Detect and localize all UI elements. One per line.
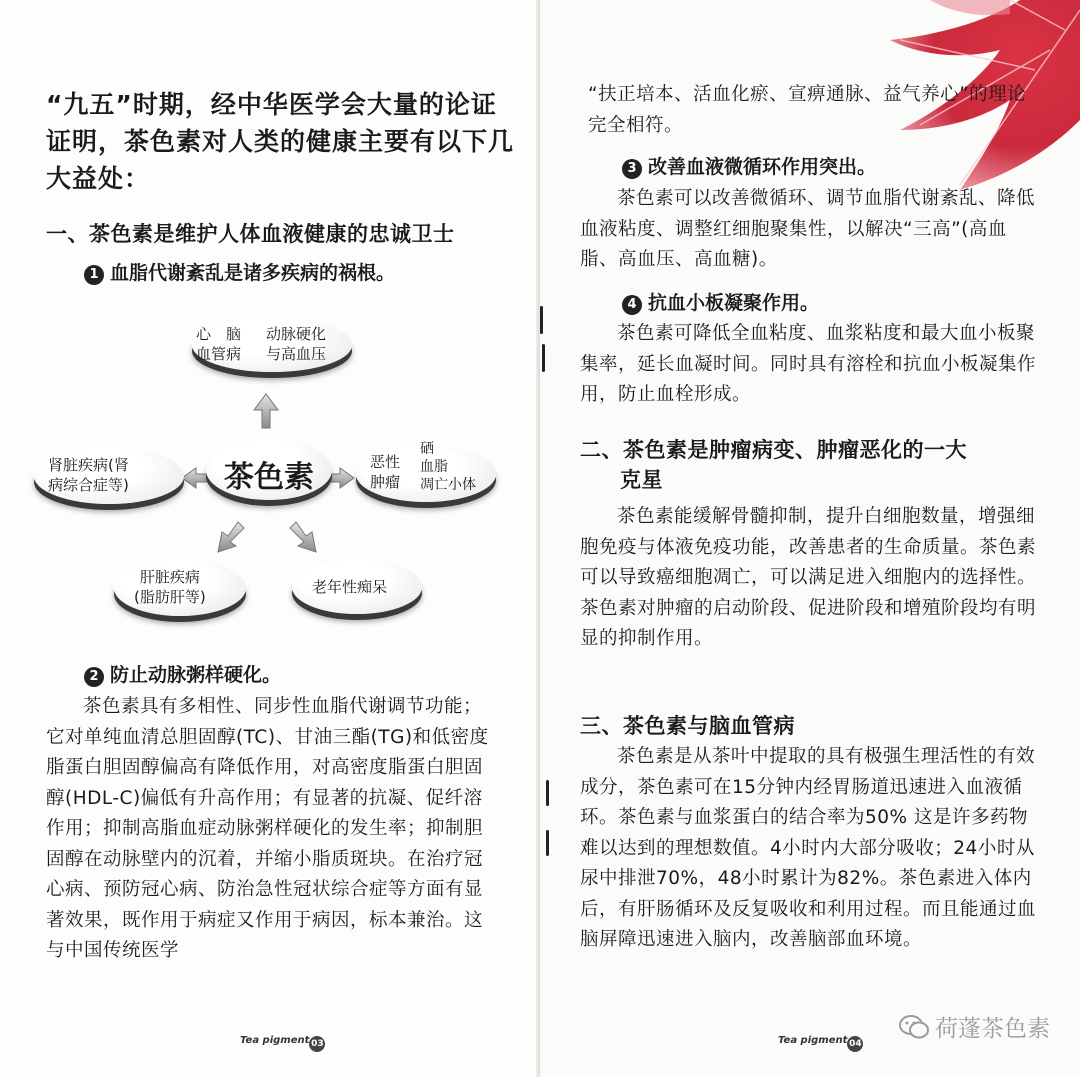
- item4-title: 抗血小板凝聚作用。: [648, 292, 820, 314]
- left-page-number: 03: [309, 1036, 325, 1052]
- watermark-text: 荷蓬茶色素: [935, 1016, 1050, 1042]
- dementia-label: 老年性痴呆: [312, 578, 388, 596]
- item4-heading: [622, 288, 819, 315]
- arrow-up: [254, 394, 278, 428]
- intro-heading: “九五”时期，经中华医学会大量的论证证明，茶色素对人类的健康主要有以下几大益处：: [46, 90, 515, 193]
- left-footer: [240, 1035, 325, 1052]
- center-label: 茶色素: [224, 460, 314, 495]
- tumor-branches: 硒 血脂 凋亡小体: [420, 441, 476, 493]
- cardio-label: 心 脑 血管病: [196, 325, 242, 363]
- item2-number-badge: 2: [84, 667, 104, 687]
- kidney-label: 肾脏疾病(肾 病综合症等): [48, 456, 129, 494]
- continued-paragraph: “扶正培本、活血化瘀、宣痹通脉、益气养心”的理论完全相符。: [588, 84, 1027, 136]
- item3-number-badge: 3: [622, 159, 642, 179]
- section1-title: 一、茶色素是维护人体血液健康的忠诚卫士: [46, 222, 455, 246]
- binding-mark-lower: [546, 780, 549, 806]
- disc-cardio-right-text: [266, 324, 326, 364]
- section3-title: 三、茶色素与脑血管病: [580, 714, 795, 738]
- disc-cardio-left-text: [196, 324, 241, 364]
- item2-title: 防止动脉粥样硬化。: [110, 664, 282, 686]
- item3-paragraph: 茶色素可以改善微循环、调节血脂代谢紊乱、降低血液粘度、调整红细胞聚集性，以解决“三高”(高血脂、高血压、高血糖)。: [580, 188, 1036, 270]
- section2-title-line2: 克星: [620, 468, 663, 492]
- right-page-number: 04: [847, 1036, 863, 1052]
- right-page: [540, 0, 1080, 1077]
- item2-heading: [84, 660, 281, 687]
- item1-title: 血脂代谢紊乱是诸多疾病的祸根。: [110, 262, 396, 284]
- item4-paragraph: 茶色素可降低全血粘度、血浆粘度和最大血小板聚集率，延长血凝时间。同时具有溶栓和抗血小板凝集作用，防止血栓形成。: [580, 323, 1037, 405]
- right-footer-text: Tea pigment: [778, 1035, 848, 1046]
- item3-heading: [622, 152, 876, 179]
- binding-mark-upper: [542, 344, 545, 372]
- item4-number-badge: 4: [622, 295, 642, 315]
- arterio-label: 动脉硬化 与高血压: [266, 325, 327, 363]
- item2-paragraph: 茶色素具有多相性、同步性血脂代谢调节功能；它对单纯血清总胆固醇(TC)、甘油三酯(TG)和低密度脂蛋白胆固醇偏高有降低作用，对高密度脂蛋白胆固醇(HDL-C)偏低有升高作用；有显著的抗凝、促纤溶作用；抑制高脂血症动脉粥样硬化的发生率；抑制胆固醇在动脉壁内的沉着，并缩小脂质斑块。在治疗冠心病、预防冠心病、防治急性冠状综合症等方面有显著效果，既作用于病症又作用于病因，标本兼治。这与中国传统医学: [46, 696, 489, 961]
- left-footer-text: Tea pigment: [240, 1035, 310, 1046]
- section3-paragraph: 茶色素是从茶叶中提取的具有极强生理活性的有效成分，茶色素可在15分钟内经胃肠道迅速进入血液循环。茶色素与血浆蛋白的结合率为50% 这是许多药物难以达到的理想数值。4小时内大部分吸收；24小时从尿中排泄70%，48小时累计为82%。茶色素进入体内后，有肝肠循环及反复吸收和利用过程。而且能通过血脑屏障迅速进入脑内，改善脑部血环境。: [580, 746, 1037, 950]
- arrow-down-left: [218, 522, 244, 552]
- watermark: [899, 1010, 1050, 1043]
- item1-number-badge: 1: [84, 265, 104, 285]
- item3-title: 改善血液微循环作用突出。: [648, 156, 877, 178]
- section2-title-line1: 二、茶色素是肿瘤病变、肿瘤恶化的一大: [580, 438, 967, 462]
- binding-mark-top: [540, 306, 543, 334]
- arrow-down-right: [290, 522, 316, 552]
- section2-paragraph: 茶色素能缓解骨髓抑制，提升白细胞数量，增强细胞免疫与体液免疫功能，改善患者的生命质量。茶色素可以导致癌细胞凋亡，可以满足进入细胞内的选择性。茶色素对肿瘤的启动阶段、促进阶段和增殖阶段均有明显的抑制作用。: [580, 506, 1037, 649]
- wechat-icon: [899, 1014, 929, 1040]
- tumor-label: 恶性 肿瘤: [370, 453, 401, 491]
- binding-mark-bottom: [546, 830, 549, 856]
- right-footer: [778, 1035, 863, 1052]
- liver-label: 肝脏疾病 (脂肪肝等): [134, 568, 206, 606]
